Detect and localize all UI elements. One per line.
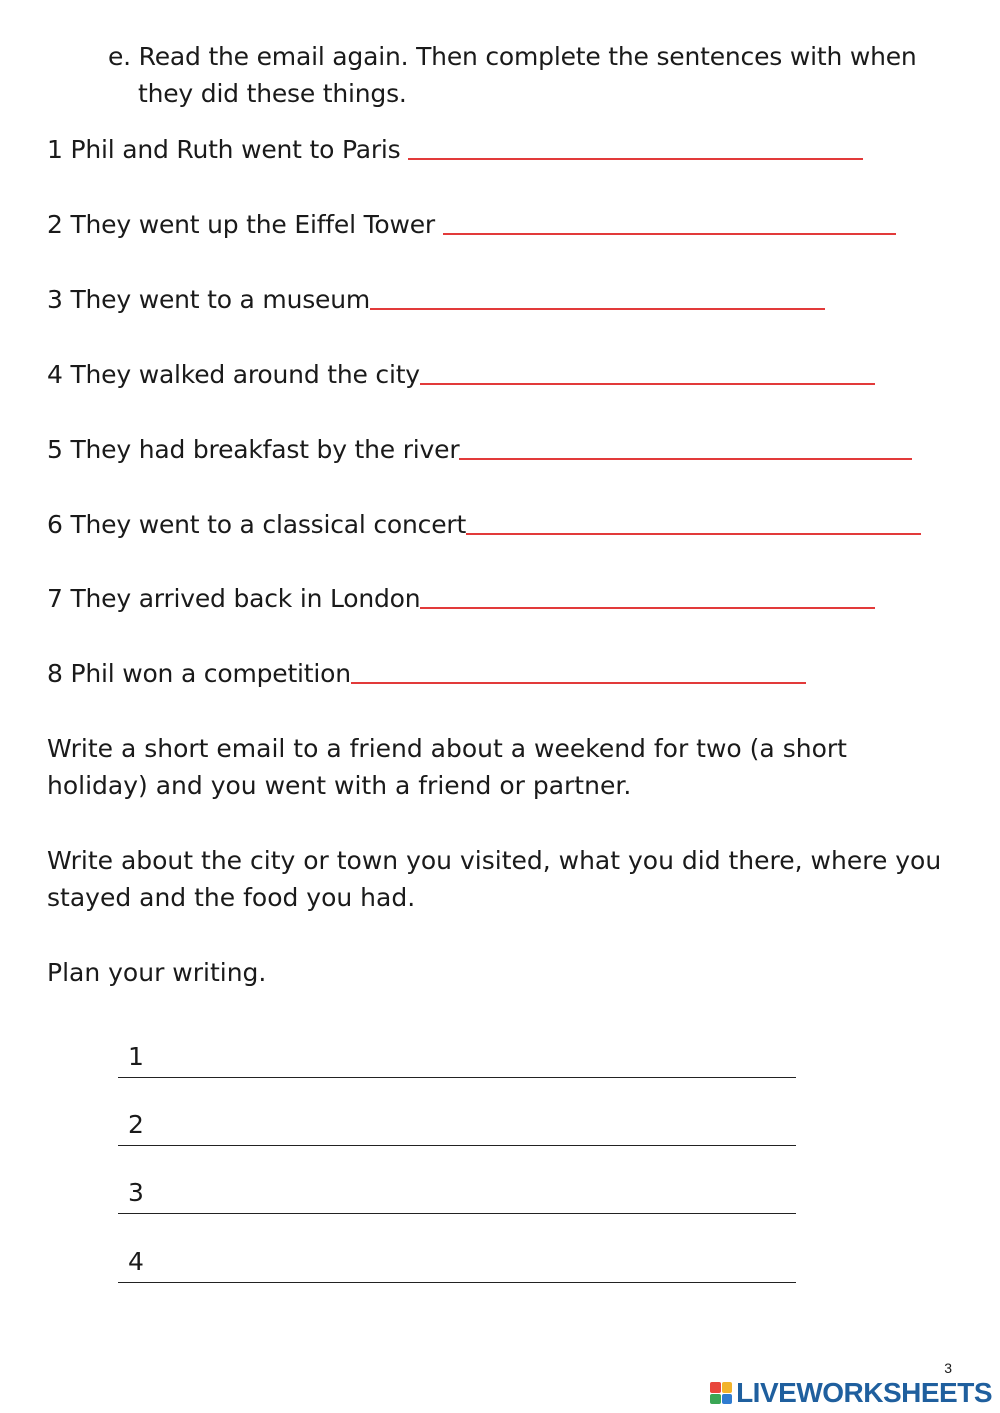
plan-line[interactable] <box>118 1037 796 1078</box>
list-item <box>47 281 825 318</box>
list-item <box>47 356 875 393</box>
paragraph-line: Write a short email to a friend about a weekend for two (a short <box>47 734 847 763</box>
plan-line-number: 1 <box>128 1042 144 1071</box>
plan-heading: Plan your writing. <box>47 958 267 987</box>
paragraph-line: holiday) and you went with a friend or partner. <box>47 771 632 800</box>
logo-icon <box>710 1382 732 1404</box>
list-item <box>47 206 896 243</box>
brand-logo[interactable] <box>710 1376 992 1410</box>
list-item <box>47 580 875 617</box>
plan-line[interactable] <box>118 1242 796 1283</box>
paragraph-line: stayed and the food you had. <box>47 883 416 912</box>
answer-blank[interactable] <box>420 607 875 609</box>
list-item <box>47 131 863 168</box>
page-number: 3 <box>944 1360 952 1376</box>
writing-details-paragraph <box>47 842 967 916</box>
instruction-line-1: e. Read the email again. Then complete the sentences with when <box>108 42 917 71</box>
item-text: 2 They went up the Eiffel Tower <box>47 210 435 239</box>
item-text: 7 They arrived back in London <box>47 584 421 613</box>
item-text: 5 They had breakfast by the river <box>47 435 460 464</box>
list-item <box>47 655 806 692</box>
answer-blank[interactable] <box>370 308 825 310</box>
answer-blank[interactable] <box>420 383 875 385</box>
item-text: 1 Phil and Ruth went to Paris <box>47 135 401 164</box>
paragraph-line: Write about the city or town you visited, what you did there, where you <box>47 846 942 875</box>
item-text: 3 They went to a museum <box>47 285 371 314</box>
plan-line-number: 4 <box>128 1247 144 1276</box>
item-text: 4 They walked around the city <box>47 360 420 389</box>
answer-blank[interactable] <box>408 158 863 160</box>
answer-blank[interactable] <box>443 233 896 235</box>
plan-line[interactable] <box>118 1105 796 1146</box>
brand-name: LIVEWORKSHEETS <box>736 1377 992 1408</box>
item-text: 6 They went to a classical concert <box>47 510 467 539</box>
writing-task-paragraph <box>47 730 967 804</box>
plan-line-number: 3 <box>128 1178 144 1207</box>
list-item <box>47 506 921 543</box>
item-text: 8 Phil won a competition <box>47 659 351 688</box>
answer-blank[interactable] <box>351 682 806 684</box>
plan-line[interactable] <box>118 1173 796 1214</box>
list-item <box>47 431 912 468</box>
exercise-instruction <box>108 38 917 112</box>
answer-blank[interactable] <box>466 533 921 535</box>
answer-blank[interactable] <box>459 458 912 460</box>
instruction-line-2: they did these things. <box>138 79 407 108</box>
plan-line-number: 2 <box>128 1110 144 1139</box>
